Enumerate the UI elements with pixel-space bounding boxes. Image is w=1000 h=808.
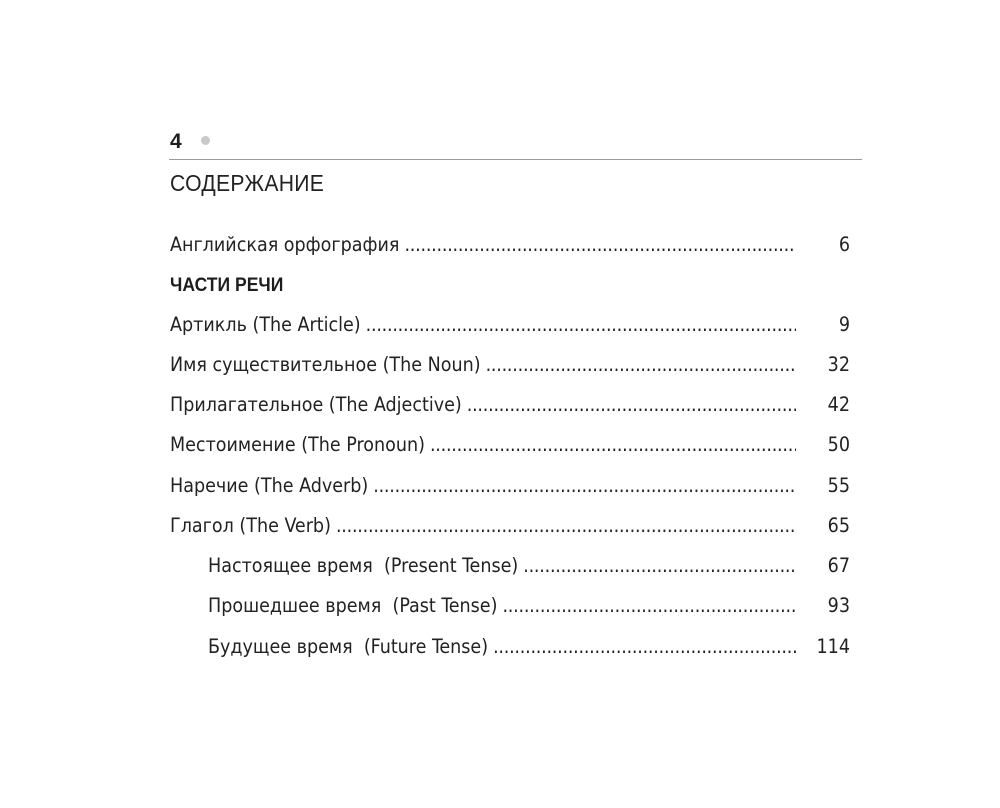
- toc-entry-label: Английская орфография: [170, 233, 400, 256]
- dot-leader: [430, 430, 796, 460]
- toc-entry-page: 67: [827, 554, 850, 577]
- toc-entry-page: 50: [827, 433, 850, 456]
- toc-entry-label: Будущее время (Future Tense): [208, 635, 489, 658]
- toc-subentry-future-tense[interactable]: [208, 632, 850, 662]
- toc-entry-label: Наречие (The Adverb): [170, 474, 369, 497]
- dot-leader: [366, 310, 796, 340]
- header-rule: [169, 159, 862, 160]
- section-heading-parts-of-speech: ЧАСТИ РЕЧИ: [170, 274, 284, 296]
- dot-leader: [467, 390, 796, 420]
- dot-leader: [502, 591, 796, 621]
- dot-leader: [523, 551, 796, 581]
- toc-entry-verb[interactable]: [170, 511, 850, 541]
- toc-entry-label: Местоимение (The Pronoun): [170, 433, 425, 456]
- toc-entry-page: 55: [827, 474, 850, 497]
- toc-entry-page: 42: [827, 393, 850, 416]
- toc-entry-label: Глагол (The Verb): [170, 514, 331, 537]
- toc-title: СОДЕРЖАНИЕ: [170, 170, 325, 196]
- toc-entry-page: 114: [816, 635, 850, 658]
- toc-entry-adverb[interactable]: [170, 471, 850, 501]
- toc-entry-page: 65: [827, 514, 850, 537]
- toc-entry-page: 32: [827, 353, 850, 376]
- toc-entry-adjective[interactable]: [170, 390, 850, 420]
- toc-entry-page: 93: [827, 594, 850, 617]
- toc-entry-noun[interactable]: [170, 350, 850, 380]
- toc-entry-page: 9: [838, 313, 850, 336]
- toc-entry-label: Артикль (The Article): [170, 313, 361, 336]
- dot-leader: [336, 511, 796, 541]
- dot-leader: [404, 230, 796, 260]
- toc-entry-label: Прилагательное (The Adjective): [170, 393, 462, 416]
- toc-entry-article[interactable]: [170, 310, 850, 340]
- toc-subentry-present-tense[interactable]: [208, 551, 850, 581]
- dot-leader: [493, 632, 796, 662]
- toc-subentry-past-tense[interactable]: [208, 591, 850, 621]
- toc-entry-label: Настоящее время (Present Tense): [208, 554, 519, 577]
- page-number: 4: [170, 130, 182, 153]
- toc-entry-label: Имя существительное (The Noun): [170, 353, 481, 376]
- dot-leader: [373, 471, 796, 501]
- toc-entry-pronoun[interactable]: [170, 430, 850, 460]
- toc-entry-orthography[interactable]: [170, 230, 850, 260]
- dot-leader: [486, 350, 796, 380]
- toc-entry-label: Прошедшее время (Past Tense): [208, 594, 498, 617]
- toc-entry-page: 6: [838, 233, 850, 256]
- bullet-dot-icon: [201, 136, 210, 145]
